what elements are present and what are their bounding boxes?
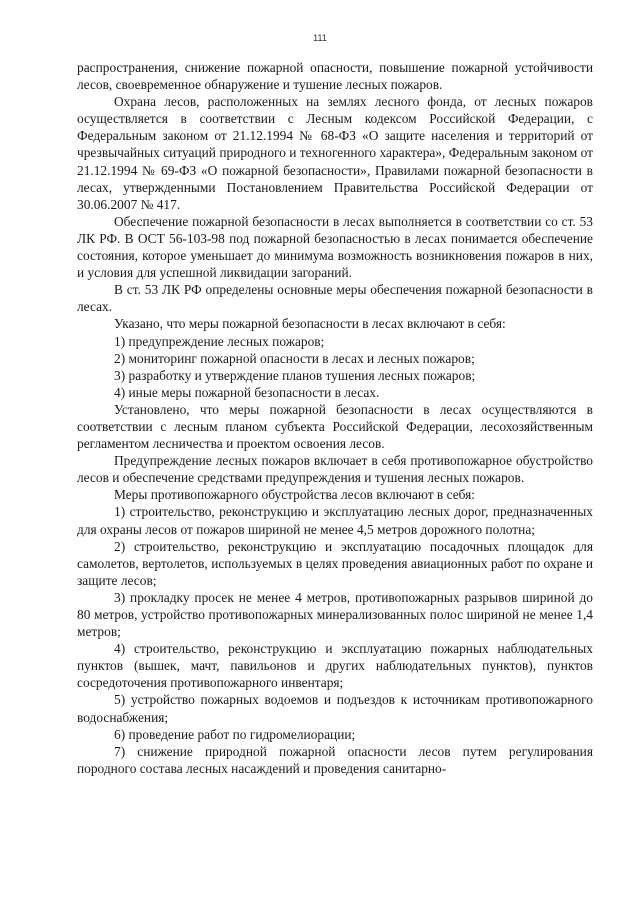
list-item: 1) строительство, реконструкцию и эксплуатацию лесных дорог, предназначенных для охраны лесов от пожаров шириной не менее 4,5 метров дорожного полотна;: [77, 504, 593, 537]
paragraph: Обеспечение пожарной безопасности в лесах выполняется в соответствии со ст. 53 ЛК РФ. В ОСТ 56-103-98 под пожарной безопасностью в лесах понимается обеспечение состояния, которое уменьшает до минимума возможность возникновения пожаров в них, и условия для успешной ликвидации загораний.: [77, 213, 593, 281]
list-item: 4) иные меры пожарной безопасности в лесах.: [114, 384, 380, 400]
list-item: 2) строительство, реконструкцию и эксплуатацию посадочных площадок для самолетов, вертолетов, используемых в целях проведения авиационных работ по охране и защите лесов;: [77, 538, 593, 588]
paragraph: распространения, снижение пожарной опасности, повышение пожарной устойчивости лесов, своевременное обнаружение и тушение лесных пожаров.: [77, 60, 593, 93]
list-item: 6) проведение работ по гидромелиорации;: [114, 726, 356, 742]
list-item: 2) мониторинг пожарной опасности в лесах и лесных пожаров;: [114, 350, 475, 366]
list-item: 5) устройство пожарных водоемов и подъездов к источникам противопожарного водоснабжения;: [77, 692, 593, 725]
paragraph: Охрана лесов, расположенных на землях лесного фонда, от лесных пожаров осуществляется в соответствии с Лесным кодексом Российской Федерации, с Федеральным законом от 21.12.1994 № 68-ФЗ «О защите населения и территорий от чрезвычайных ситуаций природного и техногенного характера», Федеральным законом от 21.12.1994 № 69-ФЗ «О пожарной безопасности», Правилами пожарной безопасности в лесах, утвержденными Постановлением Правительства Российской Федерации от 30.06.2007 № 417.: [77, 94, 593, 212]
list-item: 4) строительство, реконструкцию и эксплуатацию пожарных наблюдательных пунктов (вышек, мачт, павильонов и других наблюдательных пунктов), пунктов сосредоточения противопожарного инвентаря;: [77, 641, 593, 691]
paragraph: Меры противопожарного обустройства лесов включают в себя:: [114, 487, 476, 503]
page-number: 111: [313, 33, 327, 43]
list-item: 3) разработку и утверждение планов тушения лесных пожаров;: [114, 367, 476, 383]
list-item: 7) снижение природной пожарной опасности лесов путем регулирования породного состава лесных насаждений и проведения санитарно-: [77, 743, 593, 776]
paragraph: Предупреждение лесных пожаров включает в себя противопожарное обустройство лесов и обеспечение средствами предупреждения и тушения лесных пожаров.: [77, 453, 593, 486]
paragraph: В ст. 53 ЛК РФ определены основные меры обеспечения пожарной безопасности в лесах.: [77, 282, 593, 315]
body-text: [77, 59, 593, 777]
list-item: 3) прокладку просек не менее 4 метров, противопожарных разрывов шириной до 80 метров, устройство противопожарных минерализованных полос шириной не менее 1,4 метров;: [77, 589, 593, 640]
paragraph: Указано, что меры пожарной безопасности в лесах включают в себя:: [114, 316, 506, 332]
paragraph: Установлено, что меры пожарной безопасности в лесах осуществляются в соответствии с лесным планом субъекта Российской Федерации, лесохозяйственным регламентом лесничества и проектом освоения лесов.: [77, 401, 593, 452]
list-item: 1) предупреждение лесных пожаров;: [114, 333, 325, 349]
